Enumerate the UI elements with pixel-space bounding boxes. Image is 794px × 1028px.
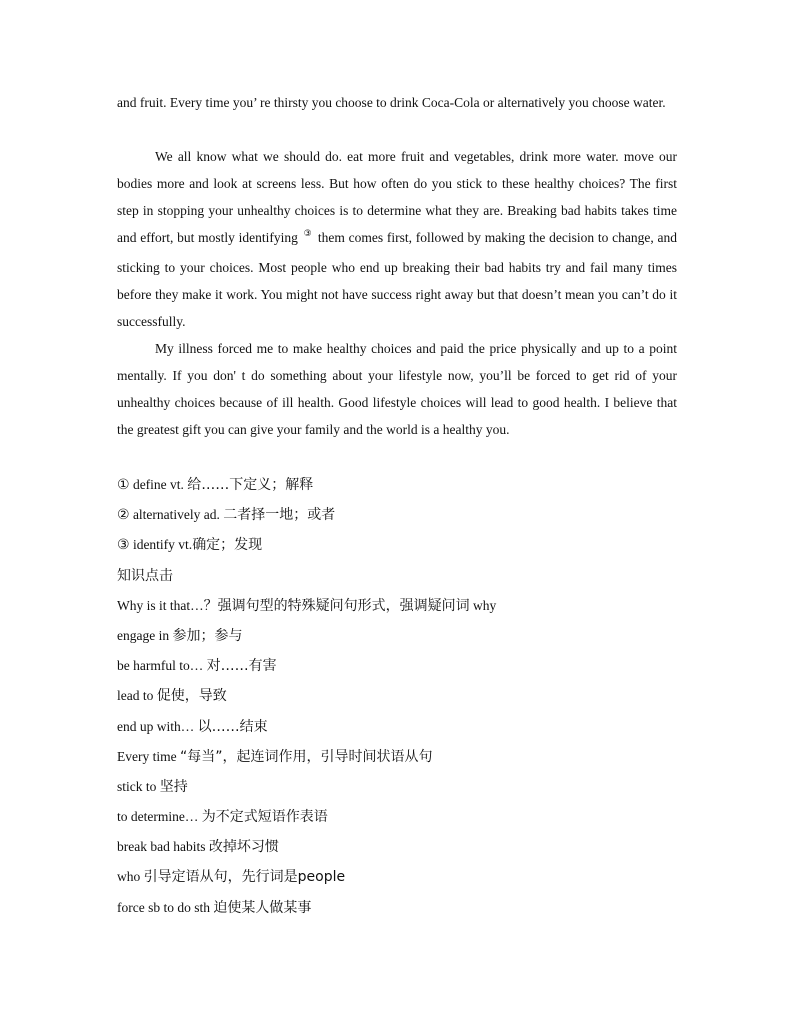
point-chinese: 以……结束: [197, 718, 268, 735]
point-chinese: 为不定式短语作表语: [201, 809, 328, 826]
point-english: lead to: [117, 688, 157, 704]
knowledge-point: [117, 712, 717, 742]
knowledge-point: [117, 651, 717, 681]
point-chinese: 参加；参与: [172, 627, 243, 644]
point-english: engage in: [117, 627, 173, 643]
knowledge-point: [117, 742, 717, 772]
knowledge-point: [117, 893, 717, 923]
paragraph-2-text-a: We all know what we should do. eat more fruit and vegetables, drink more water. move our bodies more and look at screens less. But how often do you stick to these healthy choices? The first step in stopping your unhealthy choices is to determine what they are. Breaking bad habits takes time and effort, but mostly identifying: [117, 149, 677, 245]
vocab-note: [117, 500, 717, 530]
knowledge-point: [117, 772, 717, 802]
knowledge-point: [117, 862, 717, 892]
point-chinese: 对……有害: [206, 658, 277, 675]
knowledge-point: [117, 802, 717, 832]
paragraph-2-text-b: them comes first, followed by making the decision to change, and sticking to your choices. Most people who end up breaking their bad habits try and fail many times before they make it work. You might not have success right away but that doesn’t mean you can’t do it successfully.: [117, 230, 678, 329]
point-english: stick to: [117, 778, 160, 794]
point-english: break bad habits: [117, 839, 209, 855]
footnote-marker: ③: [303, 229, 313, 239]
note-english: alternatively ad.: [129, 507, 224, 523]
note-english: identify vt.: [129, 537, 193, 553]
note-chinese: 给……下定义；解释: [187, 477, 314, 493]
note-number: ②: [117, 507, 130, 524]
point-english: end up with…: [117, 718, 198, 734]
vocab-note: [117, 470, 717, 500]
point-chinese: 改掉坏习惯: [208, 839, 279, 856]
point-english: who: [117, 869, 144, 885]
point-chinese: “每当”，起连词作用，引导时间状语从句: [179, 748, 433, 765]
point-chinese: ？强调句型的特殊疑问句形式，强调疑问词: [203, 597, 470, 614]
vocab-note: [117, 530, 717, 560]
note-number: ③: [117, 537, 130, 554]
point-chinese: 坚持: [159, 778, 188, 795]
point-english: force sb to do sth: [117, 899, 214, 915]
knowledge-point: [117, 681, 717, 711]
point-english: Why is it that…: [117, 597, 204, 613]
point-english: be harmful to…: [117, 658, 207, 674]
point-chinese: 引导定语从句，先行词是people: [143, 869, 346, 886]
knowledge-point: [117, 591, 717, 621]
paragraph-2: [117, 143, 677, 335]
point-chinese: 迫使某人做某事: [213, 899, 312, 916]
notes-list: [117, 470, 717, 923]
point-english: Every time: [117, 748, 180, 764]
point-chinese: 促使，导致: [156, 688, 227, 705]
section-title: 知识点击: [117, 567, 173, 584]
knowledge-point: [117, 621, 717, 651]
knowledge-point: [117, 832, 717, 862]
note-chinese: 确定；发现: [192, 537, 263, 554]
paragraph-3: My illness forced me to make healthy choices and paid the price physically and up to a point mentally. If you don' t do something about your lifestyle now, you’ll be forced to get rid of your unhealthy choices because of ill health. Good lifestyle choices will lead to good health. I believe that the greatest gift you can give your family and the world is a healthy you.: [117, 341, 677, 437]
point-english: to determine…: [117, 809, 202, 825]
point-english-tail: why: [469, 597, 497, 613]
paragraph-1: and fruit. Every time you’ re thirsty you choose to drink Coca-Cola or alternatively you choose water.: [117, 95, 666, 110]
note-number: ①: [117, 477, 130, 493]
note-english: define vt.: [129, 477, 188, 492]
note-chinese: 二者择一地；或者: [223, 507, 336, 524]
